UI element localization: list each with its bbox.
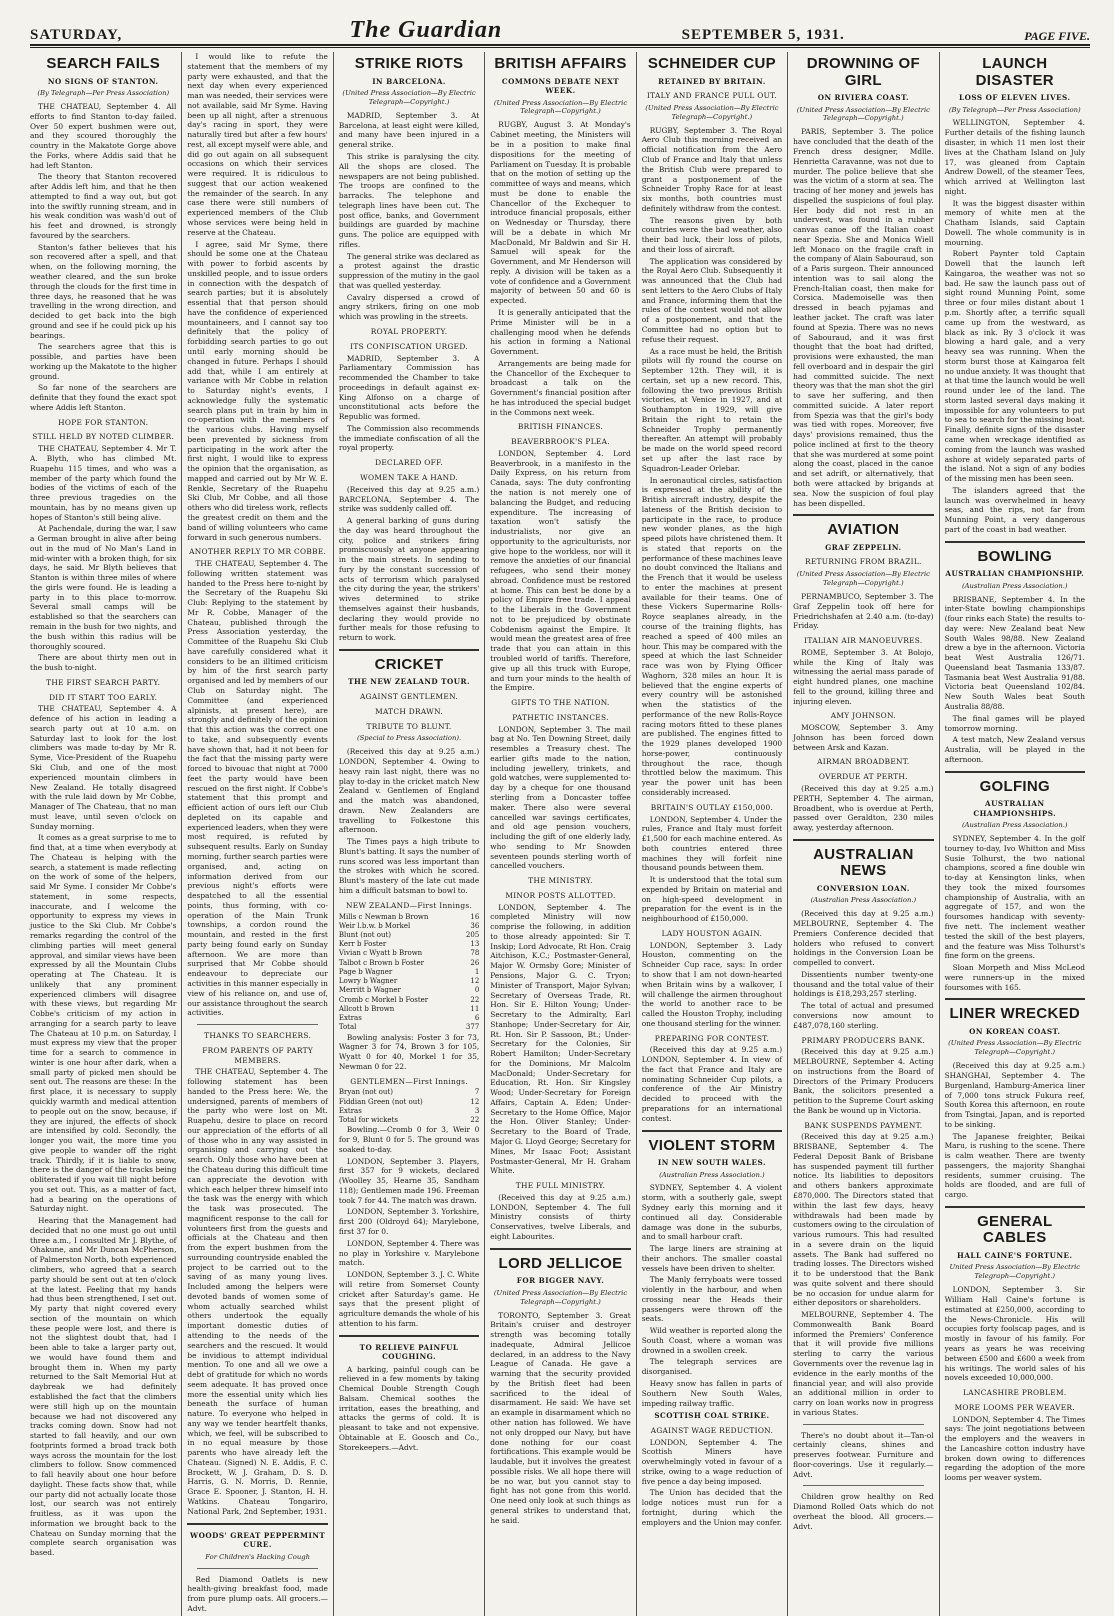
subhead: BANK SUSPENDS PAYMENT. (804, 1120, 923, 1130)
column-5 (636, 52, 787, 1616)
subhead: AGAINST WAGE REDUCTION. (650, 1425, 774, 1435)
masthead-page: PAGE FIVE. (1024, 29, 1090, 43)
subhead: ITALIAN AIR MANOEUVRES. (804, 636, 923, 646)
subhead: BEAVERBROOK'S PLEA. (511, 437, 610, 447)
advert-text: A barking, painful cough can be relieved in a few moments by taking Chemical Double Strength Cough Balsam. Chemical soothes the irritation, eases the breathing, and attacks the germs of cold. It is pleasant to take and not expensive. Obtainable at E. Goosch and Co., Storekeepers.—Advt. (338, 1364, 480, 1452)
article-paragraph: A general barking of guns during the day was heard throughout the city, police and strikers firing promiscuously at anyone appearing in the main streets. In sending to fury by the constant succession of acts of terrorism which paralysed the city during the year, the strikers' wives determined to strike themselves against their husbands, declaring they would provide no further meals for those refusing to return to work. (338, 516, 480, 643)
article-paragraph: (Received this day at 9.25 a.m.) MELBOURNE, September 4. Acting on instructions from the Board of Directors of the Primary Producers Bank, the solicitors presented a petition to the Supreme Court asking the Bank be wound up in Victoria. (793, 1047, 934, 1115)
article-paragraph: The final games will be played tomorrow morning. (944, 713, 1085, 733)
columns (30, 52, 1090, 1613)
masthead-title: The Guardian (349, 17, 503, 43)
subhead: THE NEW ZEALAND TOUR. (348, 677, 470, 687)
article-paragraph: Cavalry dispersed a crowd of angry strikers, firing on one mob which was prowling in the streets. (338, 292, 480, 322)
divider (490, 1248, 630, 1250)
headline-general-cables: GENERAL CABLES (977, 1212, 1053, 1247)
credit: (United Press Association—By Electric Telegraph—Copyright.) (948, 1039, 1082, 1057)
article-paragraph: SYDNEY, September 4. A violent storm, with a southerly gale, swept Sydney early this morning and it continued all day. Considerable damage was done in the suburbs, and to small harbour craft. (641, 1183, 783, 1242)
article-paragraph: (Received this day at 9.25 a.m.) LONDON, September 4. The full Ministry consists of thirty Conservatives, twelve Liberals, and eight Labourites. (490, 1192, 631, 1241)
article-paragraph: (Received this day at 9.25 a.m.) BRISBANE, September 4. The Federal Deposit Bank of Brisbane has suspended payment till further notice. Its liabilities to depositors and others bankers approximate £870,000. The Directors stated that within the last few days, heavy withdrawals had been made by customers owing to the circulation of various rumours. This had resulted in a severe drain on the liquid assets. The Bank had suffered no trading losses. The Directors wished it to be understood that the Bank was quite solvent and there should be no occasion for undue alarm for either depositors or shareholders. (793, 1132, 934, 1308)
credit: (United Press Association—By Electric Telegraph—Copyright.) (796, 570, 930, 588)
masthead-rule (30, 47, 1090, 48)
subhead: GIFTS TO THE NATION. (511, 698, 610, 708)
subhead: ITALY AND FRANCE PULL OUT. (646, 91, 777, 100)
article-paragraph: Hearing that the Management had decided that no one must go out until three a.m., I consulted Mr J. Blythe, of Ohakune, and Mr Duncan McPherson, of Palmerston North, both experienced climbers, who agreed that a search party should be sent out at ten o'clock at the latest. Feeling that my hands had thus been strengthened, I set out. My party that night covered every section of the mountain on which these people were lost, and there is not the slightest doubt that, had I been able to take a larger party out, we would have found them and brought them in. When my party returned to the Salt Memorial Hut at daybreak we had definitely established the fact that the climbers were still high up on the mountain because we had not discovered any tracks coming down. Snow had not started to fall heavily, and our own footprints formed a broad track both ways across the mountain for the lost climbers to follow. Snow commenced to fall heavily about one hour before daylight. These facts show that, while our party did not actually locate those lost, our search was not entirely fruitless, as it was upon the information we brought back to the Chateau on Sunday morning that the complete search organisation was based. (30, 1216, 177, 1558)
column-3 (333, 52, 484, 1616)
credit: (Australian Press Association.) (659, 1170, 765, 1179)
advert-text: Red Diamond Oatlets is new health-giving breakfast food, made from pure plump oats. All grocers.—Advt. (187, 1574, 328, 1613)
score-row: Cromb c Morkel b Foster 22 (338, 995, 480, 1004)
subhead: RETURNING FROM BRAZIL. (805, 557, 922, 567)
subhead: WOMEN TAKE A HAND. (360, 472, 459, 482)
headline-golfing: GOLFING (979, 777, 1050, 795)
column-1 (30, 52, 181, 1616)
subhead: ANOTHER REPLY TO MR COBBE. (189, 547, 327, 557)
divider (945, 998, 1085, 1000)
subhead: OVERDUE AT PERTH. (818, 772, 908, 782)
article-paragraph: (Received this day at 9.25 a.m.) MELBOURNE, September 4. The Premiers Conference decided that holders who refused to convert holdings in the Conversion Loan be compelled to convert. (793, 909, 934, 968)
article-paragraph: It is understood that the total sum expended by Britain on material and on high-speed development in preparation for the event is in the neighbourhood of £150,000. (641, 875, 783, 924)
subhead: LADY HOUSTON AGAIN. (661, 928, 763, 938)
score-row: Talbot c Brown b Foster 26 (338, 958, 480, 967)
scorecard-heading: GENTLEMEN—First Innings. (350, 1076, 468, 1086)
subhead: THE FULL MINISTRY. (515, 1181, 606, 1191)
advert-text: There's no doubt about it—Tan-ol certainly cleans, shines and preserves footwear. Furniture and floor-coverings. Use it regularly.—Advt. (793, 1430, 934, 1479)
article-paragraph: It is generally anticipated that the Prime Minister will be in a challenging mood when he defends his action in forming a National Government. (490, 307, 631, 357)
article-paragraph: (Received this day at 9.25 a.m.) LONDON, September 4. In view of the fact that France and Italy are nominating Schneider Cup pilots, a conference of the Air Ministry decided to proceed with the preparations for an international contest. (641, 1045, 783, 1123)
article-paragraph: The reasons given by both countries were the bad weather, also their bad luck, their loss of pilots, and their loss of aircraft. (641, 215, 783, 254)
article-paragraph: TORONTO, September 3. Great Britain's cruiser and destroyer strength was becoming totally inadequate, Admiral Jellicoe declared, in an address to the Navy League of Canada. He gave a warning that the security provided by the British fleet had been sacrificed to the ideal of disarmament. He said: We have set an example in disarmament which no other nation has followed. We have not only dropped our Navy, but have done nothing for our coast fortifications. This example would be laudable, but it involves the greatest possible risks. We all hope there will be no war, but you cannot stay to fight has not gone from this world. One need only look at such things as general strikes to understand that, he said. (490, 1310, 631, 1525)
headline-search-fails: SEARCH FAILS (46, 55, 161, 72)
article-paragraph: RUGBY, August 3. At Monday's Cabinet meeting, the Ministers will be in a position to make final dispositions for the meeting of Parliament on Tuesday. It is probable that on the motion of setting up the committee of ways and means, which must be done to enable the Chancellor of the Exchequer to introduce financial proposals, either on Wednesday or Thursday, there will be a debate in which Mr MacDonald, Mr Baldwin and Sir H. Samuel will speak for the Government, and Mr Henderson will reply. A division will be taken as a vote of confidence and a Government majority of between 50 and 60 is expected. (490, 120, 631, 306)
column-4 (484, 52, 635, 1616)
article-paragraph: LONDON, September 4. Under the rules, France and Italy must forfeit £1,500 for each machine entered. As both countries entered three machines they will forfeit nine thousand pounds between them. (641, 814, 783, 873)
subhead: NO SIGNS OF STANTON. (47, 76, 159, 86)
score-row: Merritt b Wagner 0 (338, 986, 480, 995)
article-paragraph: The islanders agreed that the launch was overwhelmed in heavy seas, and the rips, not far from Munning Point, a very dangerous part of the coast in bad weather. (944, 485, 1085, 534)
headline-liner-wrecked: LINER WRECKED (949, 1005, 1081, 1023)
masthead (30, 18, 1090, 46)
headline-lord-jellicoe: LORD JELLICOE (498, 1254, 623, 1272)
subhead: FOR BIGGER NAVY. (516, 1276, 605, 1286)
article-paragraph: MELBOURNE, September 4. The Commonwealth Bank Board informed the Premiers' Conference that it will provide five millions sterling to carry the various Governments over the revenue lag in evidence in the early months of the financial year, and will also provide an additional million in order to carry on loan works now in progress in various States. (793, 1310, 934, 1417)
article-paragraph: (Received this day at 9.25 a.m.) LONDON, September 4. Owing to heavy rain last night, there was no play to-day in the cricket match New Zealand v. Gentlemen of England and the match was abandoned, drawn. New Zealanders are travelling to Folkestone this afternoon. (338, 747, 480, 835)
subhead: GRAF ZEPPELIN. (825, 542, 902, 552)
credit: (By Telegraph—Per Press Association) (37, 89, 170, 97)
divider (642, 1130, 782, 1132)
credit: (By Telegraph—Per Press Association) (948, 105, 1081, 114)
divider (339, 1335, 479, 1337)
article-paragraph: The theory that Stanton recovered after Addis left him, and that he then attempted to find a way out, but got into the swiftly running stream, and in his weak condition was wash'd out of his feet and drowned, is strongly favoured by the searchers. (30, 172, 177, 240)
article-paragraph: The application was considered by the Royal Aero Club. Subsequently it was announced that the Club had sent letters to the Aero Clubs of Italy and France, informing them that the rules of the contest would not allow of a postponement, and that the Committee had no option but to refuse their request. (641, 256, 783, 344)
subhead: BRITAIN'S OUTLAY £150,000. (650, 802, 774, 812)
subhead: DID IT START TOO EARLY. (49, 692, 158, 702)
subhead: MINOR POSTS ALLOTTED. (505, 890, 616, 900)
score-row: Kerr b Foster 13 (338, 940, 480, 949)
divider (197, 1024, 317, 1025)
subhead: PRIMARY PRODUCERS BANK. (801, 1035, 926, 1045)
score-row: Blunt (not out) 205 (338, 930, 480, 939)
subhead: AGAINST GENTLEMEN. (360, 691, 459, 701)
score-row: Total for wickets 22 (338, 1116, 480, 1125)
headline-aviation: AVIATION (827, 521, 900, 539)
article-paragraph: Arrangements are being made for the Chancellor of the Exchequer to broadcast a talk on the Government's financial position after he has introduced the special budget in the Commons next week. (490, 358, 631, 417)
divider (945, 771, 1085, 773)
scorecard (339, 1088, 479, 1125)
article-paragraph: At Pachendale, during the war, I saw a German brought in alive after being out in the mud of No Man's Land in mid-winter with a broken thigh, for six days, he said. Mr Blyth believes that Stanton is within three miles of where the girls were found. He is leading a party in to this place to-morrow. Several small camps will be established so that the searchers can remain in the bush for two nights, and the bush within this radius will be thoroughly scoured. (30, 524, 177, 651)
subhead: TRIBUTE TO BLUNT. (366, 721, 452, 731)
article-paragraph: PERNAMBUCO, September 3. The Graf Zeppelin took off here for Friedrichshafen at 2.40 a.m. (to-day) Friday. (793, 592, 934, 631)
subhead: THE MINISTRY. (528, 876, 593, 886)
headline-drowning-of-girl: DROWNING OF GIRL (806, 55, 920, 89)
credit: (United Press Association—By Electric Telegraph—Copyright.) (493, 98, 628, 116)
article-paragraph: The Japanese freighter, Beikai Maru, is rushing to the scene. There is calm weather. There are twenty passengers, the majority Shanghai residents, summer cruising. The holds are flooded, and are full of cargo. (944, 1131, 1085, 1200)
masthead-date: SEPTEMBER 5, 1931. (681, 27, 845, 43)
article-paragraph: A test match, New Zealand versus Australia, will be played in the afternoon. (944, 735, 1085, 764)
score-row: Lowry b Wagner 12 (338, 977, 480, 986)
ad-headline: TO RELIEVE PAINFUL COUGHING. (359, 1342, 459, 1362)
headline-bowling: BOWLING (977, 547, 1053, 565)
article-paragraph: The telegraph services are disorganised. (641, 1357, 783, 1377)
subhead: BRITISH FINANCES. (517, 422, 604, 432)
subhead: ROYAL PROPERTY. (370, 327, 448, 337)
score-row: Extras 3 (338, 1106, 480, 1115)
subhead: PREPARING FOR CONTEST. (654, 1033, 770, 1043)
article-paragraph: LONDON, September 4. The completed Ministry will now comprise the following, in addition to those already appointed: Sir T. Inskip; Lord Advocate, Rt Hon. Craig Aitchison, K.C.; Postmaster-General, Major W. Ormsby Gore; Minister of Pensions, Major G. C. Tryon; Minister of Transport, Major Sylvan; Secretary of Overseas Trade, Rt. Hon. Sir E. Hilton Young; Under-Secretary to the Admiralty, Earl Stanhope; Under-Secretary for Air, Rt. Hon. Sir P. Sassoon, Bt.; Under-Secretary for the Colonies, Sir Robert Hamilton; Under-Secretary for the Dominions, Mr Malcolm MacDonald; Under-Secretary for Education, Rt. Hon. Sir Kingsley Wood; Under-Secretary for Foreign Affairs, Captain A. Eden; Under-Secretary to the Home Office, Major the Hon. Oliver Stanley; Under-Secretary to the Board of Trade, Major G. Lloyd George; Secretary for Mines, Mr Isaac Foot; Assistant Postmaster-General, Mr H. Graham White. (490, 902, 631, 1176)
scorecard-heading: NEW ZEALAND—First Innings. (346, 900, 473, 910)
subhead: IN NEW SOUTH WALES. (657, 1158, 766, 1167)
article-paragraph: SYDNEY, September 4. In the golf tourney to-day, Ivo Whitton and Miss Susie Tolhurst, the two national champions, scored a fine double win to-day at Kensington links, when they took the mixed foursomes championship of Australia, with an aggregate of 157, and won the foursomes handicap with seventy-five nett. The inclement weather tested the skill of the best players, and the feature was Miss Tolhurst's fine form on the greens. (944, 834, 1085, 961)
subhead: STILL HELD BY NOTED CLIMBER. (32, 432, 175, 442)
headline-british-affairs: BRITISH AFFAIRS (494, 55, 627, 72)
article-paragraph: (Received this day at 9.25 a.m.) BARCELONA, September 4. The strike was suddenly called off. (338, 484, 480, 514)
subhead: CONVERSION LOAN. (816, 883, 910, 893)
article-paragraph: Dissentients number twenty-one thousand and the total value of their holdings is £18,293,257 sterling. (793, 969, 934, 999)
score-row: Mills c Newman b Brown 16 (338, 912, 480, 921)
credit: (Australian Press Association.) (810, 896, 917, 905)
subhead: FROM PARENTS OF PARTY MEMBERS. (202, 1045, 314, 1065)
score-row: Vivian c Wyatt b Brown 78 (338, 949, 480, 958)
article-paragraph: MADRID, September 3. A Parliamentary Commission has recommended the Chamber to take proceedings in default against ex-King Alfonso on a charge of unconstitutional acts before the Republic was formed. (338, 353, 480, 422)
subhead: ON RIVIERA COAST. (817, 93, 909, 102)
ad-headline: WOODS' GREAT PEPPERMINT CURE. (190, 1530, 326, 1550)
article-paragraph: I would like to refute the statement that the members of my party were exhausted, and that the next day when every experienced man was needed, their services were not available, said Mr Syme. Having been up all night, after a strenuous day's racing in sport, they were naturally tired but after a few hours' rest, all except myself were able, and did go out again on all subsequent occasions on which their services were required. It is ridiculous to suggest that our action weakened the remainder of the search. In any case there were still numbers of experienced members of the Club whose services were being held in reserve at the Chateau. (187, 52, 328, 237)
article-paragraph: PARIS, September 3. The police have concluded that the death of the French dress designer, Mdlle. Henrietta Caravanne, was not due to murder. The police believe that she was the victim of a storm at sea. The tracing of her money and jewels has dispelled the suspicions of foul play. Her body did not rest in an undervest, was found in a rubber canvas canoe off the Italian coast near Spezia. She and Monica Wiell left Monaco on the fragile craft in the company of Alain Sabouraud, son of a Paris surgeon. Their announced intention was to sail along the French-Italian coast, then make for Corsica. Mademoiselle was then dressed in beach pyjamas and leather jacket. The craft was later found at Spezia. There was no news of Sabouraud, and it was first thought that the boat had drifted, provisions were exhausted, the man fell overboard and in despair the girl had committed suicide. The next theory was that the man shot the girl to save her suffering, and then committed suicide. A later report from Spezia was that the girl's body was tied with ropes. Moreover, five days' provisions remained, thus the police inclined at first to the theory that she was murdered at some point along the coast, placed in the canoe and set adrift, or alternatively, that both were attacked by brigands at sea. Now the suspicion of foul play has been dispelled. (793, 127, 934, 508)
column-2 (181, 52, 332, 1616)
article-paragraph: Bowling analysis: Foster 3 for 73, Wagner 3 for 74, Brown 3 for 105, Wyatt 0 for 40, Morkel 1 for 35, Newman 0 for 22. (338, 1032, 480, 1071)
subhead: AUSTRALIAN CHAMPIONSHIPS. (973, 799, 1057, 818)
headline-australian-news: AUSTRALIAN NEWS (813, 845, 914, 880)
subhead: ITS CONFISCATION URGED. (350, 341, 468, 351)
article-paragraph: THE CHATEAU, September 4. The following written statement was handed to the Press here to-night by the Secretary of the Ruapehu Ski Club: Replying to the statement by Mr R. Cobbe, Manager of the Chateau, published through the Press Association yesterday, the Committee of the Ruapehu Ski Club have carefully considered what it considers to be an illtimed criticism by him of the first search party organised and led by members of our Club on Saturday night. The Committee (and experienced alpinists, at present here), are strongly and definitely of the opinion that this action was the correct one to take, and subsequently events have shown that, had it not been for the fact that the missing party were forced to bivouac that night at 7000 feet the party would have been rescued on the first night. If Cobbe's statement that this prompt and efficient action of ours left our Club depleted on its capable and experienced leaders, when they were most required, is refuted by subsequent results. Early on Sunday morning, further search parties were organised, and, acting on information derived from our previous night's efforts were despatched to all the essential points, thus forming, with co-operation of the Main Trunk townships, a cordon round the mountain, and rested in the first party being found early on Sunday afternoon. We are more than surprised that Mr Cobbe should endeavour to depreciate our activities in this manner especially in view of his reliance on, and use of, our assistance throughout the search activities. (187, 559, 328, 1018)
article-paragraph: Wild weather is reported along the South Coast, where a woman was drowned in a swollen creek. (641, 1326, 783, 1355)
subhead: ON KOREAN COAST. (969, 1026, 1061, 1036)
divider (803, 1485, 923, 1486)
article-paragraph: Heavy snow has fallen in parts of Southern New South Wales, impeding railway traffic. (641, 1379, 783, 1408)
article-paragraph: THE CHATEAU, September 4. Mr T. A. Blyth, who has climbed Mt. Ruapehu 115 times, and who was a member of the party which found the bodies of the victims of each of the three previous tragedies on the mountain, has by no means given up hopes of Stanton's still being alive. (30, 444, 177, 522)
subhead: HALL CAINE'S FORTUNE. (957, 1250, 1073, 1260)
article-paragraph: LONDON, September 3. Yorkshire, first 200 (Oldroyd 64); Marylebone, first 37 for 0. (338, 1207, 480, 1236)
divider (187, 1523, 327, 1525)
article-paragraph: It was the biggest disaster within memory of white men at the Chatham Islands, said Captain Dowell. The whole community is in mourning. (944, 198, 1085, 247)
subhead: DECLARED OFF. (375, 458, 443, 468)
ad-subline: For Children's Hacking Cough (205, 1552, 310, 1561)
article-paragraph: LONDON, September 3. Players, first 357 for 9 wickets, declared (Woolley 35, Hearne 35, Sandham 118); Gentlemen made 196. Freeman took 7 for 44. The match was drawn. (338, 1156, 480, 1205)
article-paragraph: The general strike was declared as a protest against the drastic suppression of the mutiny in the gaol that was quelled yesterday. (338, 251, 480, 290)
credit: (Australian Press Association.) (961, 581, 1068, 590)
subhead: LANCASHIRE PROBLEM. (963, 1388, 1067, 1398)
article-paragraph: Stanton's father believes that his son recovered after a spell, and that when, on the following morning, the weather cleared, and the sun broke through the clouds for the first time in three days, he reasoned that he was travelling in the wrong direction, and decided to get back into the bigh ground and see if he could pick up his bearings. (30, 242, 177, 340)
article-paragraph: The total of actual and presumed conversions now amount to £487,078,160 sterling. (793, 1001, 934, 1030)
article-paragraph: LONDON, September 3. Sir William Hall Caine's fortune is estimated at £250,000, according to the News-Chronicle. His will occupies forty foolscap pages, and is mostly in favour of his family. For years as years he was receiving between £500 and £600 a week from his writings. The world sales of his novels exceeded 10,000,000. (944, 1285, 1085, 1383)
credit: (United Press Association—By Electric Telegraph—Copyright.) (645, 103, 779, 121)
divider (945, 1206, 1085, 1208)
article-paragraph: THE CHATEAU, September 4. All efforts to find Stanton to-day failed. Over 50 expert bushmen were out, and they scoured thoroughly the country in the Makatote Gorge above the Forks, where Addis said that he had left Stanton. (30, 101, 177, 170)
article-paragraph: (Received this day at 9.25 a.m.) PERTH, September 4. The airman, Broadbent, who is overdue at Perth, passed over Geraldton, 230 miles away, yesterday afternoon. (793, 784, 934, 833)
article-paragraph: LONDON, September 3. J. C. White will retire from Somerset County cricket after Saturday's game. He says that the present plight of agriculture demands the whole of his attention to his farm. (338, 1270, 480, 1328)
article-paragraph: It comes as a great surprise to me to find that, at a time when everybody at The Chateau is helping with the search, a statement is made reflecting on the work of some of the helpers, said Mr Syme. I consider Mr Cobbe's statement, in some respects, inaccurate, and I welcome the opportunity to express my views in justice to the Ski Club. Mr Cobbe's remarks regarding the control of the climbing parties will meet general approval, and similar views have been expressed by all the Mountain Clubs operating at The Chateau. It is unlikely that any prominent experienced climbers will disagree with these views, but regarding Mr Cobbe's criticism of my action in arranging for a search party to leave The Chateau at 10 p.m. on Saturday, I must express my view that the proper time for a search to commence in winter is one hour after dark, when a small party of picked men should be sent out. The reasons are these: In the first place, it is necessary to supply quickly warmth and medical attention to people out on the snow, because, if they are injured, the effects of shock are intensified by cold. Secondly, the longer you wait, the more time you give people to wander off the right track. Thirdly, if it is liable to snow, there is the danger of the tracks being obliterated if you wait till night before you set out. This, as a matter of fact, had a bearing on the operations of Saturday night. (30, 833, 177, 1214)
article-paragraph: LONDON, September 4. The Times says: The joint negotiations between the employers and the weavers in the Lancashire cotton industry have broken down owing to differences regarding the adoption of the more looms per weaver system. (944, 1414, 1085, 1483)
article-paragraph: Bowling.—Cromb 0 for 3, Weir 0 for 9, Blunt 0 for 5. The ground was soaked to-day. (338, 1125, 480, 1154)
headline-strike-riots: STRIKE RIOTS (354, 55, 464, 72)
subhead: AMY JOHNSON. (830, 711, 896, 721)
score-row: Page b Wagner 1 (338, 967, 480, 976)
article-paragraph: RUGBY, September 3. The Royal Aero Club this morning received an official notification from the Aero Club of France and Italy that unless the British Club were prepared to grant a postponement of the Schneider Trophy Race for at least six months, both countries must definitely withdraw from the contest. (641, 125, 783, 213)
headline-launch-disaster: LAUNCH DISASTER (975, 55, 1054, 89)
subhead: AUSTRALIAN CHAMPIONSHIP. (945, 569, 1085, 579)
article-paragraph: BRISBANE, September 4. In the inter-State bowling championships (four rinks each State) the results to-day were: New Zealand beat New South Wales 98/88. New Zealand drew a bye in the afternoon. Victoria beat West Australia 126/71. Queensland beat Tasmania 133/87. Tasmania beat West Australia 91/88. Victoria beat Queensland 102/84. New South Wales beat South Australia 88/88. (944, 594, 1085, 712)
article-paragraph: THE CHATEAU, September 4. A defence of his action in leading a search party out at 10 a.m. on Saturday last to look for the lost climbers was made to-day by Mr R. Syme, Vice-President of the Ruapehu Ski Club, and one of the most experienced mountain climbers in New Zealand. He totally disagreed with the rule laid down by Mr Cobbe, Manager of The Chateau, that no man must leave, until seven o'clock on Sunday morning. (30, 704, 177, 831)
subhead: MORE LOOMS PER WEAVER. (954, 1402, 1075, 1412)
score-row: Bryan (not out) 7 (338, 1088, 480, 1097)
headline-schneider-cup: SCHNEIDER CUP (647, 55, 776, 72)
article-paragraph: LONDON, September 4. The Scottish Miners have overwhelmingly voted in favour of a strike, owing to a wage reduction of five pence a day being imposed. (641, 1437, 783, 1486)
column-6 (787, 52, 938, 1616)
article-paragraph: I agree, said Mr Syme, there should be some one at the Chateau with power to forbid ascents by unskilled people, and to issue orders in connection with the despatch of search parties; but it is absolutely essential that that person should have the confidence of experienced mountaineers, and I cannot say too definitely that the policy of forbidding search parties to go out until early morning should be changed in future. Perhaps I should add that, while I am entirely at variance with Mr Cobbe in relation to Saturday night's events, I acknowledge fully the systematic search plans put in train by him in co-operation with the members of the various clubs. Having myself been prevented by sickness from participating in the work after the first night, I would like to express the opinion that the organisation, as mapped and carried out by Mr W. E. Renkle, Secretary of the Ruapehu Ski Club, Mr Cobbe, and all those others who did tireless work, reflects the greatest credit on them and the band of willing volunteers who came forward in such generous numbers. (187, 239, 328, 542)
score-row: Total 377 (338, 1023, 480, 1032)
article-paragraph: MOSCOW, September 3. Amy Johnson has been forced down between Arsk and Kazan. (793, 723, 934, 752)
divider (197, 1568, 317, 1569)
credit: (United Press Association—By Electric Telegraph—Copyright.) (796, 105, 930, 123)
subhead: PATHETIC INSTANCES. (512, 712, 609, 722)
article-paragraph: The Commission also recommends the immediate confiscation of all the royal property. (338, 423, 480, 453)
article-paragraph: As a race must be held, the British pilots will fly round the course on September 12th. They will, it is certain, set up a new record. This, following the two previous British victories, at Venice in 1927, and at Southampton in 1929, will give Britain the right to retain the Schneider Trophy permanently thereafter. An attempt will probably be made on the world speed record set up after the last race by Squadron-Leader Orlebar. (641, 346, 783, 473)
credit: United Press Association—By Electric Telegraph—Copyright.) (949, 1263, 1081, 1281)
article-paragraph: Sloan Morpeth and Miss McLeod were runners-up in the mixed foursomes with 165. (944, 963, 1085, 992)
article-paragraph: There are about thirty men out in the bush to-night. (30, 653, 177, 673)
article-paragraph: (Received this day at 9.25 a.m.) SHANGHAI, September 4. The Burgenland, Hamburg-America liner of 7,000 tons struck Fukura reef, South Korea this afternoon, en route from Tsingtai, Japan, and is reported to be sinking. (944, 1061, 1085, 1129)
credit: (United Press Association—By Electric Telegraph—Copyright.) (493, 1288, 628, 1306)
article-paragraph: The large liners are straining at their anchors. The smaller coastal vessels have been driven to shelter. (641, 1244, 783, 1273)
column-7 (939, 52, 1090, 1616)
article-paragraph: LONDON, September 4. Lord Beaverbrook, in a manifesto in the Daily Express, on his return from Canada, says: The duty confronting the nation is not merely one of balancing the Budget, and reducing expenditure. The increasing of taxation won't satisfy the industrialists, nor give an opportunity to the agriculturists, nor give hope to the workless, nor will it remove the anxieties of our financial refugees, who send their money abroad. Confidence must be restored at home. This can best be done by a policy of Empire free trade. I appeal to the Liberals in the Government not to be prejudiced by obstinate Cobdenism against the Empire. It would mean the greatest area of free trade that you can attain in this troubled world of tariffs. Therefore, give up all this truck with Europe, and turn your minds to the health of the Empire. (490, 448, 631, 693)
score-row: Extras 6 (338, 1014, 480, 1023)
subhead: MATCH DRAWN. (375, 706, 444, 716)
divider (803, 1424, 923, 1425)
subhead: THE FIRST SEARCH PARTY. (46, 677, 161, 687)
headline-violent-storm: VIOLENT STORM (648, 1136, 776, 1154)
article-paragraph: LONDON, September 4. There was no play in Yorkshire v. Marylebone match. (338, 1238, 480, 1268)
article-paragraph: THE CHATEAU, September 4. The following statement has been handed to the Press here: We, the undersigned, parents of members of the party who were lost on Mt. Ruapehu, desire to place on record our appreciation of the efforts of all of those who in any way assisted in organising and carrying out the search. Only those who have been at the Chateau during this difficult time can appreciate the devotion with which each helper threw himself into the task was the energy with which the task was prosecuted. The magnificent response to the call for volunteers first from the guests and officials at the Chateau and then from the expert bushmen from the surrounding countryside enabled the project to be carried out to the saving of as many young lives. Included among the helpers were devoted bands of women some of whom actually searched whilst others undertook the equally important domestic duties of attending to the needs of the searchers and the rescued. It would be invidious to attempt individual mention. To one and all we owe a debt of gratitude for which no words seem adequate. It has proved once more the essential unity which lies beneath the surface of human nature. To everyone who helped in any way we tender heartfelt thanks, which, we feel, will be subscribed to in no equal measure by those parents who have already left the Chateau. (Signed) N. E. Addis, F. C. Brockett, W. J. Graham, D. S. D. Harris, G. N. Morris, D. Rennie, Grace E. Spooner, J. Stanton, H. H. Watkins. Chateau Tongariro, National Park, 2nd September, 1931. (187, 1067, 328, 1516)
credit: (Special to Press Association). (356, 734, 462, 743)
headline-cricket: CRICKET (374, 655, 444, 673)
subhead: COMMONS DEBATE NEXT WEEK. (501, 76, 620, 95)
credit: (United Press Association—By Electric Telegraph—Copyright.) (342, 89, 476, 106)
article-paragraph: In aeronautical circles, satisfaction is expressed at the ability of the British aircraft industry, despite the lateness of the British decision to participate in the race, to produce new wonder planes, as the high speed pilots have christened them. It is stated that reports on the performance of these machines leave no doubt convinced the Italians and the French that it would be useless to enter the machines at present available for their teams. One of these Vickers Supermarine Rolls-Royce seaplanes already, in the course of the training flights, has reached a speed of 400 miles an hour. This may be compared with the speed at which the last Schneider race was won by Flying Officer Waghorn, 328 miles an hour. It is believed that the engine experts of every country will be astonished when the statistics of the performance of the new Rolls-Royce racing motors fitted to these planes are published. The engines fitted to the 1929 planes developed 1900 horse-power, continuously throughout the race, though throttled below the maximum. This year the power unit has been considerably increased. (641, 475, 783, 797)
article-paragraph: The Manly ferryboats were tossed violently in the harbour, and when crossing near the Heads their passengers were thrown off the seats. (641, 1275, 783, 1324)
article-paragraph: This strike is paralysing the city. All the shops are closed. The newspapers are not being published. The troops are confined to the barracks. The telephone and telegraph lines have been cut. The post office, banks, and Government buildings are guarded by machine guns. The police are equipped with rifles. (338, 152, 480, 249)
score-row: Allcott b Brown 11 (338, 1004, 480, 1013)
subhead: HOPE FOR STANTON. (58, 417, 149, 427)
advert-text: Children grow healthy on Red Diamond Rolled Oats which do not overheat the blood. All grocers.—Advt. (793, 1492, 934, 1531)
subhead: LOSS OF ELEVEN LIVES. (959, 93, 1071, 102)
divider (793, 514, 933, 516)
divider (793, 839, 933, 841)
subhead: IN BARCELONA. (372, 76, 446, 86)
subhead: SCOTTISH COAL STRIKE. (654, 1411, 770, 1421)
article-paragraph: LONDON, September 3. The mail bag at No. Ten Downing Street, daily resembles a Treasury chest. The earlier gifts made to the nation, including jewellery, trinkets, and gold watches, were supplemented to-day by a cheque for one thousand sterling from a Doncaster toffee maker. There also were several cancelled war savings certificates, and old age pension vouchers, including the gift of one elderly lady, who sending to Mr Snowden seventeen pounds sterling worth of cancelled vouchers. (490, 724, 631, 871)
divider (945, 541, 1085, 543)
score-row: Weir l.b.w. b Morkel 36 (338, 921, 480, 930)
scorecard (339, 913, 479, 1033)
divider (339, 649, 479, 651)
score-row: Fiddian Green (not out) 12 (338, 1097, 480, 1106)
article-paragraph: WELLINGTON, September 4. Further details of the fishing launch disaster, in which 11 men lost their lives at the Chatham Island on July 17, was gleaned from Captain Andrew Dowell, of the steamer Tees, which arrived at Wellington last night. (944, 118, 1085, 196)
subhead: THANKS TO SEARCHERS. (204, 1031, 312, 1041)
subhead: RETAINED BY BRITAIN. (658, 76, 766, 86)
article-paragraph: MADRID, September 3. At Barcelona, at least eight were killed, and many have been injured in a general strike. (338, 110, 480, 150)
article-paragraph: The searchers agree that this is possible, and parties have been working up the Makatote to the higher ground. (30, 342, 177, 381)
masthead-day: SATURDAY, (30, 27, 123, 43)
article-paragraph: The Union has decided that the lodge notices must run for a fortnight, during which the employers and the Union may confer. (641, 1488, 783, 1527)
article-paragraph: LONDON, September 3. Lady Houston, commenting on the Schneider Cup race, says: In order to show that I am not down-hearted when Britain wins by a walkover, I will challenge the airmen throughout the world to another race to be called the Houston Trophy, including one thousand sterling for the winner. (641, 940, 783, 1028)
subhead: AIRMAN BROADBENT. (817, 757, 910, 767)
article-paragraph: ROME, September 3. At Bolojo, while the King of Italy was witnessing the aerial mass parade of eight hundred planes, one machine fell to the ground, killing three and injuring eleven. (793, 647, 934, 706)
article-paragraph: So far none of the searchers are definite that they found the exact spot where Addis left Stanton. (30, 383, 177, 412)
article-paragraph: The Times pays a high tribute to Blunt's batting. It says the number of runs scored was less important than the strokes with which he scored. Blunt's mastery of the late cut made him a difficult batsman to bowl to. (338, 837, 480, 895)
credit: (Australian Press Association.) (961, 821, 1068, 830)
article-paragraph: Robert Paynter told Captain Dowell that the launch left Kaingaroa, the weather was not so bad. He saw the launch pass out of sight round Munning Point, some three or four miles distant about 1 p.m. Shortly after, a terrific squall came up from the westward, as black as ink. By 3 o'clock it was blowing a hard gale, and a very heavy sea was running. When the storm burst those at Kaingaroa felt no undue anxiety. It was thought that at that time the launch would be well round under lee of the land. The storm lasted several days making it impossible for any volunteers to put to sea to search for the missing boat. Finally, definite signs of the disaster came when wreckage identified as coming from the launch was washed ashore at widely separated parts of the island. Not a sign of any bodies of the missing men has been seen. (944, 249, 1085, 484)
